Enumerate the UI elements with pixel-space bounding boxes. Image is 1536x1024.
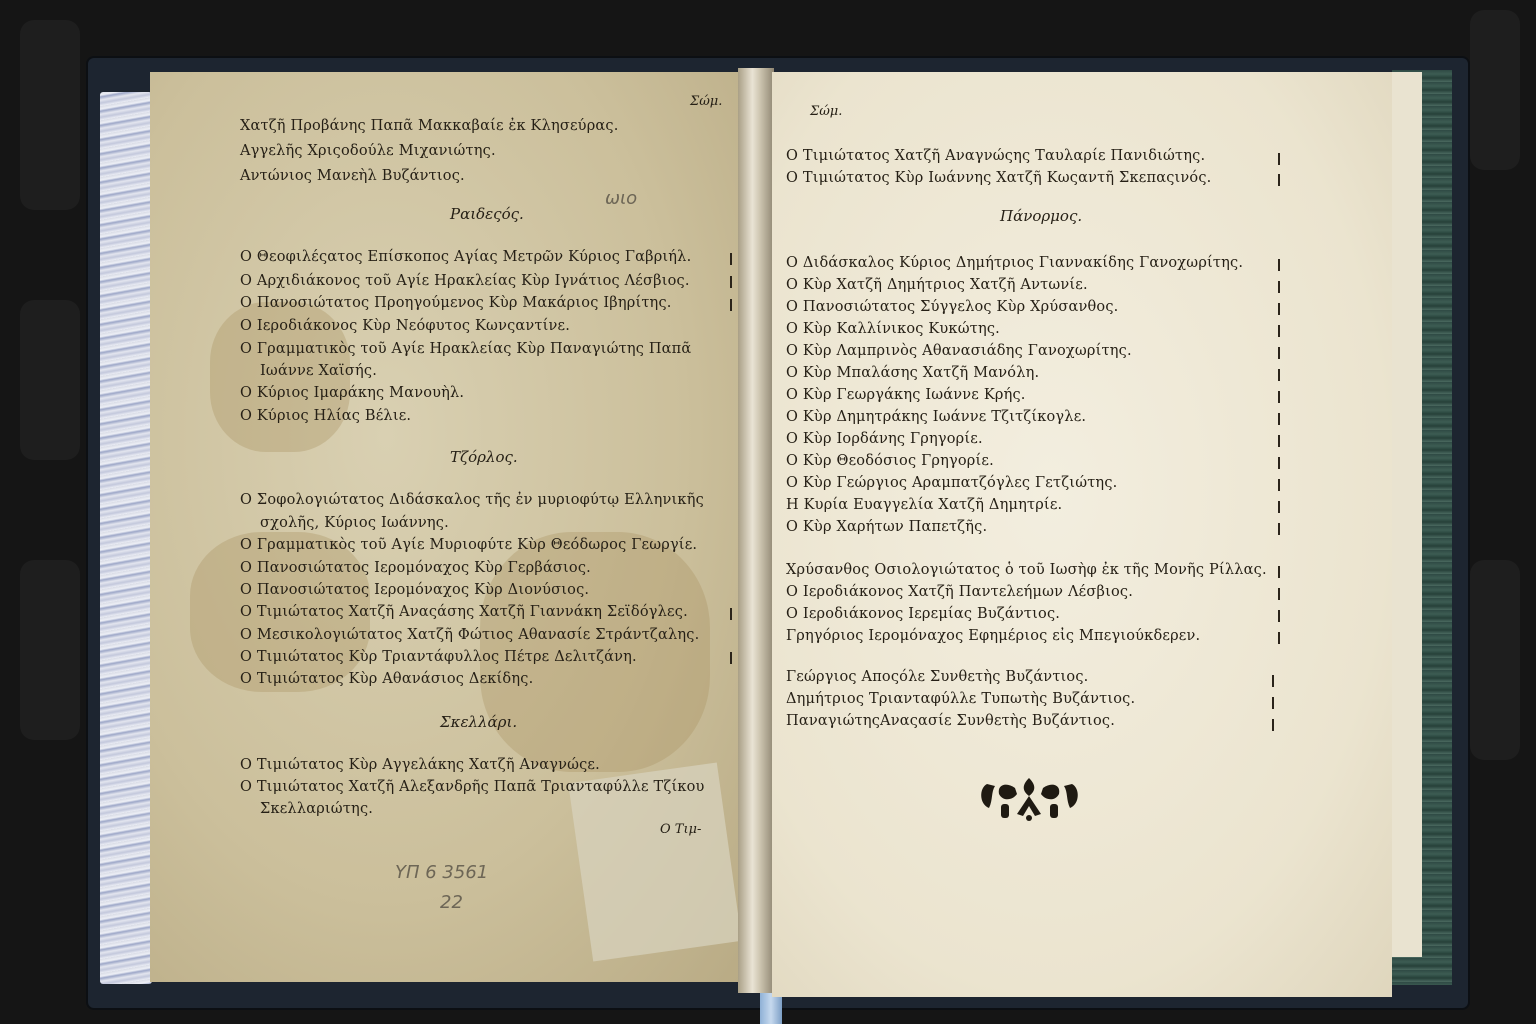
text-line: Ο Γραμματικὸς τοῦ Αγίε Μυριοφύτε Κὺρ Θεόδωρος Γεωργίε. [240, 537, 698, 553]
text-line: Ο Κὺρ Λαμπρινὸς Αθανασιάδης Γανοχωρίτης. [786, 343, 1132, 359]
text-line: σχολῆς, Κύριος Ιωάννης. [260, 515, 449, 531]
tally-mark [1278, 566, 1280, 578]
text-line: Δημήτριος Τριανταφύλλε Τυπωτὴς Βυζάντιος. [786, 691, 1136, 707]
tally-mark [1278, 303, 1280, 315]
foam-cutout [20, 560, 80, 740]
text-line: Ο Κὺρ Χαρήτων Παπετζῆς. [786, 519, 988, 535]
text-line: Ο Πανοσιώτατος Ιερομόναχος Κὺρ Διονύσιος. [240, 582, 590, 598]
text-line: Σκελλαριώτης. [260, 801, 374, 817]
text-line: Ο Κὺρ Καλλίνικος Κυκώτης. [786, 321, 1000, 337]
tally-mark [1278, 347, 1280, 359]
tally-mark [1278, 325, 1280, 337]
tally-mark [1278, 153, 1280, 165]
text-line: Ο Ιεροδιάκονος Κὺρ Νεόφυτος Κωνςαντίνε. [240, 318, 571, 334]
text-line: Ο Τιμιώτατος Κὺρ Αθανάσιος Δεκίδης. [240, 671, 534, 687]
text-line: Ο Κὺρ Χατζῆ Δημήτριος Χατζῆ Αντωνίε. [786, 277, 1088, 293]
tally-mark [1278, 369, 1280, 381]
tally-mark [1278, 501, 1280, 513]
tally-mark [730, 276, 732, 288]
tally-mark [1278, 259, 1280, 271]
foam-cutout [1470, 10, 1520, 170]
tally-mark [1278, 174, 1280, 186]
tally-mark [1272, 719, 1274, 731]
text-line: Ο Κὺρ Μπαλάσης Χατζῆ Μανόλη. [786, 365, 1040, 381]
tally-mark [730, 652, 732, 664]
book-gutter [738, 68, 774, 993]
text-line: Χρύσανθος Οσιολογιώτατος ὁ τοῦ Ιωσὴφ ἐκ τῆς Μονῆς Ρίλλας. [786, 562, 1267, 578]
section-heading: Σκελλάρι. [440, 713, 518, 731]
text-line: Αντώνιος Μανεὴλ Βυζάντιος. [240, 168, 465, 184]
text-line: Ο Ιεροδιάκονος Ιερεμίας Βυζάντιος. [786, 606, 1061, 622]
catchword-top: Σώμ. [810, 104, 843, 119]
text-line: Ο Τιμιώτατος Χατζῆ Αναγνώςης Ταυλαρίε Πανιδιώτης. [786, 148, 1206, 164]
text-line: Ο Θεοφιλέςατος Επίσκοπος Αγίας Μετρῶν Κύριος Γαβριήλ. [240, 249, 692, 265]
tally-mark [1278, 281, 1280, 293]
text-line: Ο Διδάσκαλος Κύριος Δημήτριος Γιαννακίδης Γανοχωρίτης. [786, 255, 1244, 271]
marbled-page-edge [100, 92, 152, 984]
tally-mark [1278, 413, 1280, 425]
text-line: Ο Κὺρ Γεώργιος Αραμπατζόγλες Γετζιώτης. [786, 475, 1118, 491]
text-line: Ο Κὺρ Δημητράκης Ιωάννε Τζιτζίκογλε. [786, 409, 1087, 425]
text-line: Ο Τιμιώτατος Κὺρ Ιωάννης Χατζῆ Κωςαντῆ Σκεπαςινός. [786, 170, 1212, 186]
text-line: Ο Τιμιώτατος Χατζῆ Αλεξανδρῆς Παπᾶ Τριανταφύλλε Τζίκου [240, 779, 705, 795]
tally-mark [730, 299, 732, 311]
tally-mark [1278, 523, 1280, 535]
text-line: Ο Κὺρ Θεοδόσιος Γρηγορίε. [786, 453, 994, 469]
text-line: Ο Πανοσιώτατος Προηγούμενος Κὺρ Μακάριος Ιβηρίτης. [240, 295, 672, 311]
tally-mark [1272, 697, 1274, 709]
foam-cutout [20, 300, 80, 460]
printer-ornament-icon [977, 774, 1082, 822]
tally-mark [730, 253, 732, 265]
catchword-top: Σώμ. [690, 94, 723, 109]
text-line: Ο Σοφολογιώτατος Διδάσκαλος τῆς ἐν μυριοφύτῳ Ελληνικῆς [240, 492, 704, 508]
text-line: Γεώργιος Αποςόλε Συνθετὴς Βυζάντιος. [786, 669, 1089, 685]
text-line: ΠαναγιώτηςΑναςασίε Συνθετὴς Βυζάντιος. [786, 713, 1116, 729]
text-line: Ο Ιεροδιάκονος Χατζῆ Παντελεήμων Λέσβιος. [786, 584, 1134, 600]
page-stack-edge [1392, 72, 1422, 957]
text-line: Γρηγόριος Ιερομόναχος Εφημέριος εἰς Μπεγιούκδερεν. [786, 628, 1201, 644]
text-line: Ο Τιμιώτατος Κὺρ Τριαντάφυλλος Πέτρε Δελιτζάνη. [240, 649, 637, 665]
left-page [150, 72, 740, 982]
text-line: Η Κυρία Ευαγγελία Χατζῆ Δημητρίε. [786, 497, 1063, 513]
right-page [772, 72, 1392, 997]
tally-mark [1278, 610, 1280, 622]
text-line: Ο Τιμιώτατος Κὺρ Αγγελάκης Χατζῆ Αναγνώςε. [240, 757, 600, 773]
text-line: Χατζῆ Προβάνης Παπᾶ Μακκαβαίε ἐκ Κλησεύρας. [240, 118, 619, 134]
pencil-note: ωιο [605, 188, 638, 209]
section-heading: Ραιδεςός. [450, 205, 524, 223]
text-line: Ο Κύριος Ηλίας Βέλιε. [240, 408, 412, 424]
text-line: Ο Τιμιώτατος Χατζῆ Αναςάσης Χατζῆ Γιαννάκη Σεϊδόγλες. [240, 604, 688, 620]
pencil-note: ΥΠ 6 3561 [395, 862, 489, 883]
pencil-note: 22 [440, 892, 463, 913]
tally-mark [1278, 391, 1280, 403]
foam-cutout [20, 20, 80, 210]
tally-mark [1278, 435, 1280, 447]
tally-mark [730, 608, 732, 620]
foam-cutout [1470, 560, 1520, 760]
text-line: Ο Κύριος Ιμαράκης Μανουὴλ. [240, 385, 465, 401]
text-line: Ο Κὺρ Ιορδάνης Γρηγορίε. [786, 431, 983, 447]
text-line: Αγγελῆς Χριςοδούλε Μιχανιώτης. [240, 143, 496, 159]
text-line: Ο Μεσικολογιώτατος Χατζῆ Φώτιος Αθανασίε Στράντζαλης. [240, 627, 700, 643]
tally-mark [1278, 588, 1280, 600]
text-line: Ο Πανοσιώτατος Σύγγελος Κὺρ Χρύσανθος. [786, 299, 1119, 315]
text-line: Ιωάννε Χαϊσής. [260, 363, 378, 379]
tally-mark [1278, 479, 1280, 491]
text-line: Ο Κὺρ Γεωργάκης Ιωάννε Κρής. [786, 387, 1026, 403]
text-line: Ο Αρχιδιάκονος τοῦ Αγίε Ηρακλείας Κὺρ Ιγνάτιος Λέσβιος. [240, 273, 690, 289]
text-line: Ο Πανοσιώτατος Ιερομόναχος Κὺρ Γερβάσιος. [240, 560, 591, 576]
section-heading: Τζόρλος. [450, 448, 518, 466]
text-line: Ο Γραμματικὸς τοῦ Αγίε Ηρακλείας Κὺρ Παναγιώτης Παπᾶ [240, 341, 692, 357]
tally-mark [1278, 457, 1280, 469]
tally-mark [1278, 632, 1280, 644]
tally-mark [1272, 675, 1274, 687]
section-heading: Πάνορμος. [1000, 207, 1083, 225]
catchword-bottom: Ο Τιμ- [660, 822, 702, 837]
